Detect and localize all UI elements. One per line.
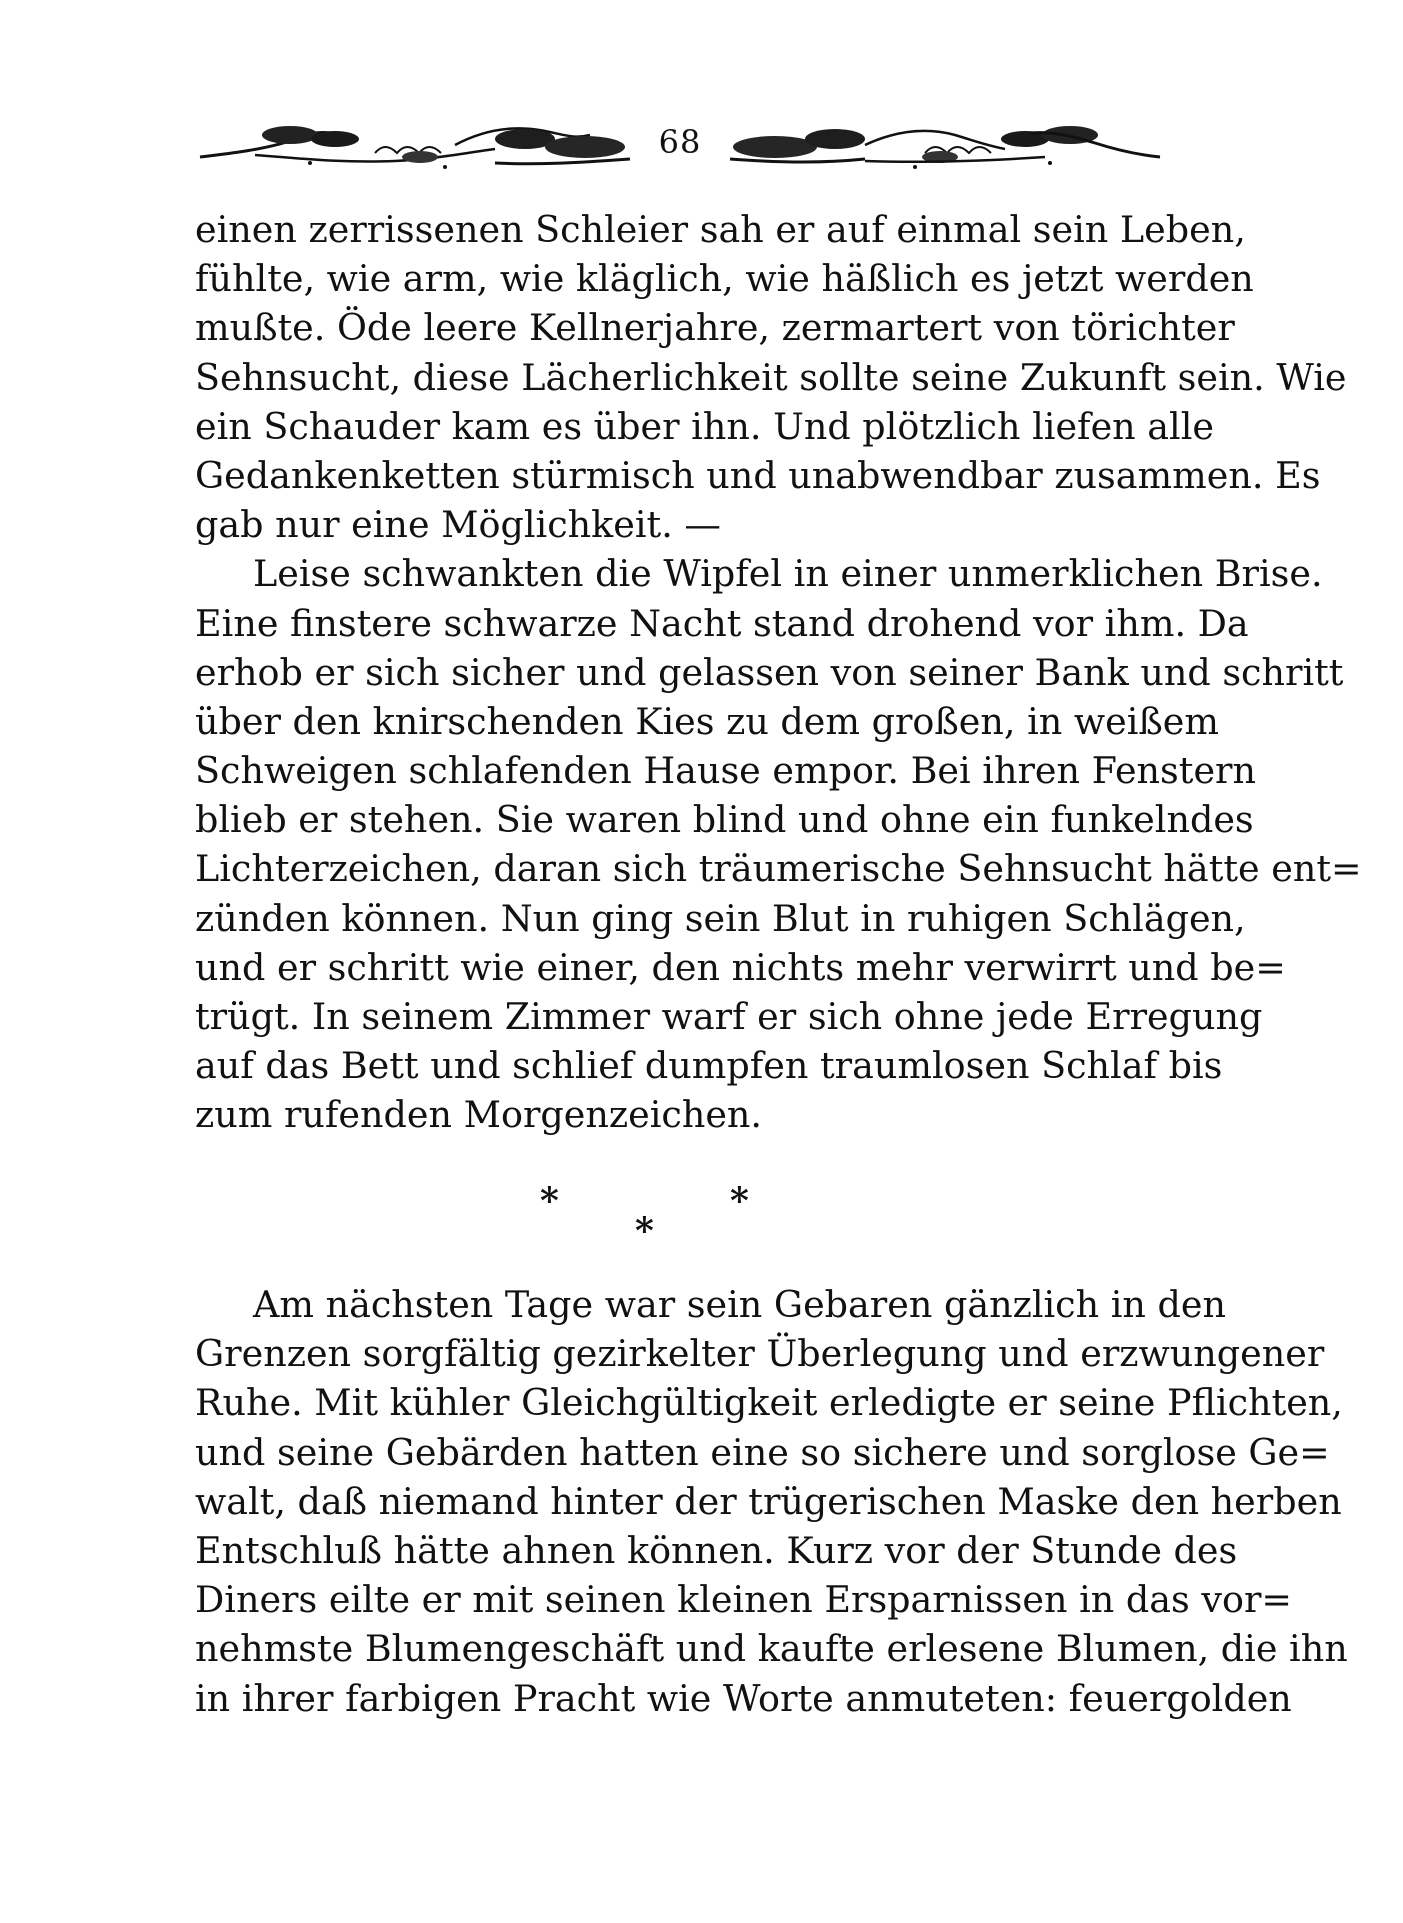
text-line: Am nächsten Tage war sein Gebaren gänzlich in den (253, 1283, 1226, 1326)
section-break-asterism (540, 1180, 770, 1270)
text-line: gab nur eine Möglichkeit. — (195, 503, 721, 547)
text-line: auf das Bett und schlief dumpfen traumlosen Schlaf bis (195, 1044, 1223, 1088)
text-line: Entschluß hätte ahnen können. Kurz vor der Stunde des (195, 1528, 1238, 1572)
text-line: mußte. Öde leere Kellnerjahre, zermartert von törichter (195, 306, 1235, 350)
floral-vine-ornament-icon (725, 105, 1165, 175)
text-line: über den knirschenden Kies zu dem großen, in weißem (195, 699, 1219, 743)
text-line: und seine Gebärden hatten eine so sichere und sorglose Ge= (195, 1430, 1330, 1474)
text-line: Eine finstere schwarze Nacht stand drohend vor ihm. Da (195, 601, 1249, 645)
text-line: zünden können. Nun ging sein Blut in ruhigen Schlägen, (195, 896, 1246, 940)
paragraph-group-2 (195, 1280, 1348, 1723)
page-number: 68 (658, 123, 702, 161)
text-line: in ihrer farbigen Pracht wie Worte anmuteten: feuergolden (195, 1676, 1292, 1720)
text-line: und er schritt wie einer, den nichts mehr verwirrt und be= (195, 945, 1286, 989)
text-line: trügt. In seinem Zimmer warf er sich ohne jede Erregung (195, 995, 1263, 1038)
text-line: Leise schwankten die Wipfel in einer unmerklichen Brise. (253, 552, 1323, 596)
asterisk-symbol: * (730, 1180, 749, 1222)
text-line: Grenzen sorgfältig gezirkelter Überlegung und erzwungener (195, 1332, 1325, 1376)
asterisk-symbol: * (635, 1210, 654, 1252)
text-line: zum rufenden Morgenzeichen. (195, 1093, 763, 1137)
text-line: einen zerrissenen Schleier sah er auf einmal sein Leben, (195, 208, 1246, 251)
text-line: fühlte, wie arm, wie kläglich, wie häßlich es jetzt werden (195, 257, 1254, 301)
text-line: Gedankenketten stürmisch und unabwendbar zusammen. Es (195, 453, 1321, 497)
text-line: Schweigen schlafenden Hause empor. Bei ihren Fenstern (195, 749, 1257, 793)
text-line: Lichterzeichen, daran sich träumerische Sehnsucht hätte ent= (195, 847, 1362, 891)
text-line: erhob er sich sicher und gelassen von seiner Bank und schritt (195, 650, 1344, 694)
text-line: Ruhe. Mit kühler Gleichgültigkeit erledigte er seine Pflichten, (195, 1381, 1343, 1425)
text-line: ein Schauder kam es über ihn. Und plötzlich liefen alle (195, 404, 1214, 448)
text-line: walt, daß niemand hinter der trügerischen Maske den herben (195, 1479, 1342, 1523)
paragraph-group-1 (195, 205, 1362, 1140)
page-header (195, 105, 1165, 175)
text-line: Sehnsucht, diese Lächerlichkeit sollte seine Zukunft sein. Wie (195, 355, 1347, 399)
text-line: blieb er stehen. Sie waren blind und ohne ein funkelndes (195, 798, 1254, 842)
text-line: nehmste Blumengeschäft und kaufte erlesene Blumen, die ihn (195, 1627, 1348, 1671)
asterisk-symbol: * (540, 1180, 559, 1222)
text-line: Diners eilte er mit seinen kleinen Ersparnissen in das vor= (195, 1578, 1292, 1622)
floral-vine-ornament-icon (195, 105, 635, 175)
